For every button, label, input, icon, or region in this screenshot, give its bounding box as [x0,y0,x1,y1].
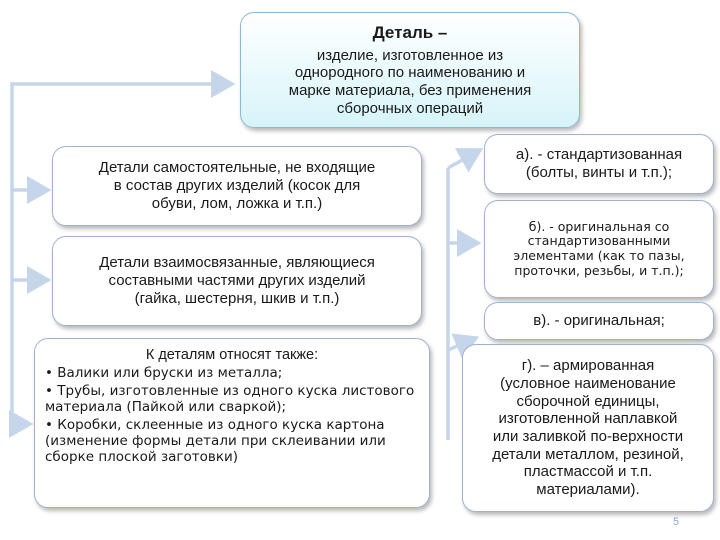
box-line: сборочной единицы, [516,392,660,410]
box-line: (гайка, шестерня, шкив и т.п.) [134,289,340,307]
box-line: пластмассой и т.п. [523,463,653,481]
also-parts-box [34,338,430,508]
box-line: или заливкой по-верхности [492,428,684,445]
page-number: 5 [673,516,680,528]
box-line: г). – армированная [521,357,655,375]
definition-title: Деталь – [372,22,448,42]
box-line: составными частями других изделий [108,272,366,290]
box-line: проточки, резьбы, и т.п.); [514,262,684,278]
definition-box [240,12,580,128]
definition-line: однородного по наименованию и [294,64,526,82]
box-line: а). - стандартизованная [515,146,683,164]
also-heading: К деталям относят также: [145,347,319,363]
independent-parts-box [52,146,422,226]
type-g-box [462,344,714,512]
definition-line: марке материала, без применения [288,82,532,100]
box-line: стандартизованными [527,233,671,249]
definition-line: изделие, изготовленное из [316,46,504,64]
box-line: Детали взаимосвязанные, являющиеся [99,254,375,272]
box-line: (условное наименование [500,374,676,392]
related-parts-box [52,236,422,326]
box-line: (болты, винты и т.п.); [525,164,673,181]
box-line: материалами). [536,481,640,499]
type-v-box [484,302,714,340]
box-line: б). - оригинальная со [528,218,670,234]
box-line: элементами (как то пазы, [513,248,685,263]
box-line: обуви, лом, ложка и т.п.) [151,194,323,212]
box-line: детали металлом, резиной, [492,445,684,463]
box-line: Детали самостоятельные, не входящие [98,159,376,177]
box-line: в состав других изделий (косок для [113,177,361,195]
list-item: • Валики или бруски из металла; [45,365,283,382]
list-item: • Трубы, изготовленные из одного куска листового материала (Пайкой или сваркой); [45,383,415,415]
type-b-box [484,200,714,298]
box-line: в). - оригинальная; [533,312,665,330]
box-line: изготовленной наплавкой [498,410,678,428]
arrow-to-box-a [448,150,480,168]
definition-line: сборочных операций [336,99,484,117]
list-item: • Коробки, склеенные из одного куска картона (изменение формы детали при склеивании или сборке плоской заготовки) [45,416,386,465]
type-a-box [484,134,714,194]
